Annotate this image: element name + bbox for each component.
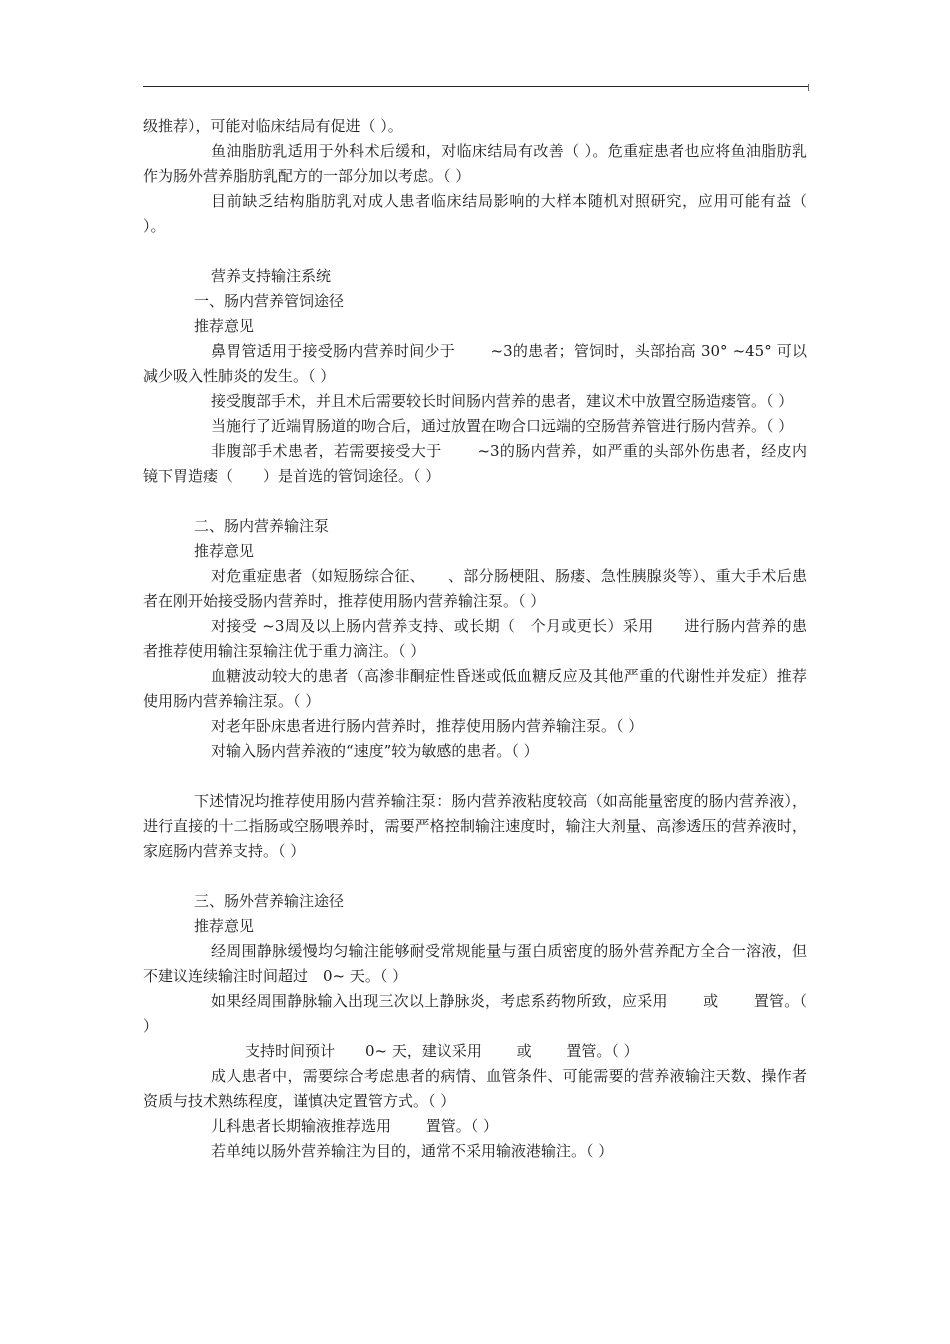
- paragraph: 推荐意见: [194, 317, 255, 335]
- paragraph: 二、肠内营养输注泵: [194, 517, 330, 535]
- paragraph: 对危重症患者（如短肠综合征、 、部分肠梗阻、肠瘘、急性胰腺炎等）、重大手术后患者在刚开始接受肠内营养时，推荐使用肠内营养输注泵。（ ）: [143, 567, 807, 610]
- paragraph-gap: [143, 764, 807, 789]
- paragraph: 如果经周围静脉输入出现三次以上静脉炎，考虑系药物所致，应采用 或 置管。（ ）: [143, 992, 807, 1035]
- paragraph: 鼻胃管适用于接受肠内营养时间少于 ~3的患者；管饲时，头部抬高 30° ~45° 可以减少吸入性肺炎的发生。（ ）: [143, 342, 807, 385]
- paragraph: 接受腹部手术，并且术后需要较长时间肠内营养的患者，建议术中放置空肠造瘘管。（ ）: [211, 392, 794, 410]
- paragraph: 非腹部手术患者，若需要接受大于 ~3的肠内营养，如严重的头部外伤患者，经皮内镜下胃造瘘（ ）是首选的管饲途径。（ ）: [143, 442, 807, 485]
- paragraph: 当施行了近端胃肠道的吻合后，通过放置在吻合口远端的空肠营养管进行肠内营养。（ ）: [211, 417, 794, 435]
- paragraph: 成人患者中，需要综合考虑患者的病情、血管条件、可能需要的营养液输注天数、操作者资质与技术熟练程度，谨慎决定置管方式。（ ）: [143, 1067, 807, 1110]
- paragraph: 对老年卧床患者进行肠内营养时，推荐使用肠内营养输注泵。（ ）: [211, 717, 644, 735]
- paragraph: 推荐意见: [194, 917, 255, 935]
- paragraph: 三、肠外营养输注途径: [194, 892, 345, 910]
- paragraph: 儿科患者长期输液推荐选用 置管。（ ）: [211, 1117, 499, 1135]
- header-rule-tick: [808, 84, 809, 91]
- document-body: [143, 114, 807, 1164]
- paragraph: 一、肠内营养管饲途径: [194, 292, 345, 310]
- paragraph: 鱼油脂肪乳适用于外科术后缓和，对临床结局有改善（ ）。危重症患者也应将鱼油脂肪乳作为肠外营养脂肪乳配方的一部分加以考虑。（ ）: [143, 142, 807, 185]
- paragraph: 血糖波动较大的患者（高渗非酮症性昏迷或低血糖反应及其他严重的代谢性并发症）推荐使用肠内营养输注泵。（ ）: [143, 667, 807, 710]
- header-rule: [143, 86, 808, 87]
- paragraph: 下述情况均推荐使用肠内营养输注泵：肠内营养液粘度较高（如高能量密度的肠内营养液），进行直接的十二指肠或空肠喂养时，需要严格控制输注速度时，输注大剂量、高渗透压的营养液时，家庭肠内营养支持。（ ）: [143, 792, 807, 860]
- paragraph: 支持时间预计 0~ 天，建议采用 或 置管。（ ）: [245, 1042, 639, 1060]
- paragraph-gap: [143, 864, 807, 889]
- paragraph-gap: [143, 239, 807, 264]
- paragraph: 对接受 ~3周及以上肠内营养支持、或长期（ 个月或更长）采用 进行肠内营养的患者推荐使用输注泵输注优于重力滴注。（ ）: [143, 617, 807, 660]
- paragraph: 经周围静脉缓慢均匀输注能够耐受常规能量与蛋白质密度的肠外营养配方全合一溶液，但不建议连续输注时间超过 0~ 天。（ ）: [143, 942, 807, 985]
- paragraph: 若单纯以肠外营养输注为目的，通常不采用输液港输注。（ ）: [211, 1142, 614, 1160]
- paragraph-gap: [143, 489, 807, 514]
- paragraph: 对输入肠内营养液的“速度”较为敏感的患者。（ ）: [211, 742, 539, 760]
- paragraph: 级推荐），可能对临床结局有促进（ ）。: [143, 117, 403, 135]
- paragraph: 营养支持输注系统: [211, 267, 332, 285]
- paragraph: 推荐意见: [194, 542, 255, 560]
- paragraph: 目前缺乏结构脂肪乳对成人患者临床结局影响的大样本随机对照研究，应用可能有益（ ）。: [143, 192, 807, 235]
